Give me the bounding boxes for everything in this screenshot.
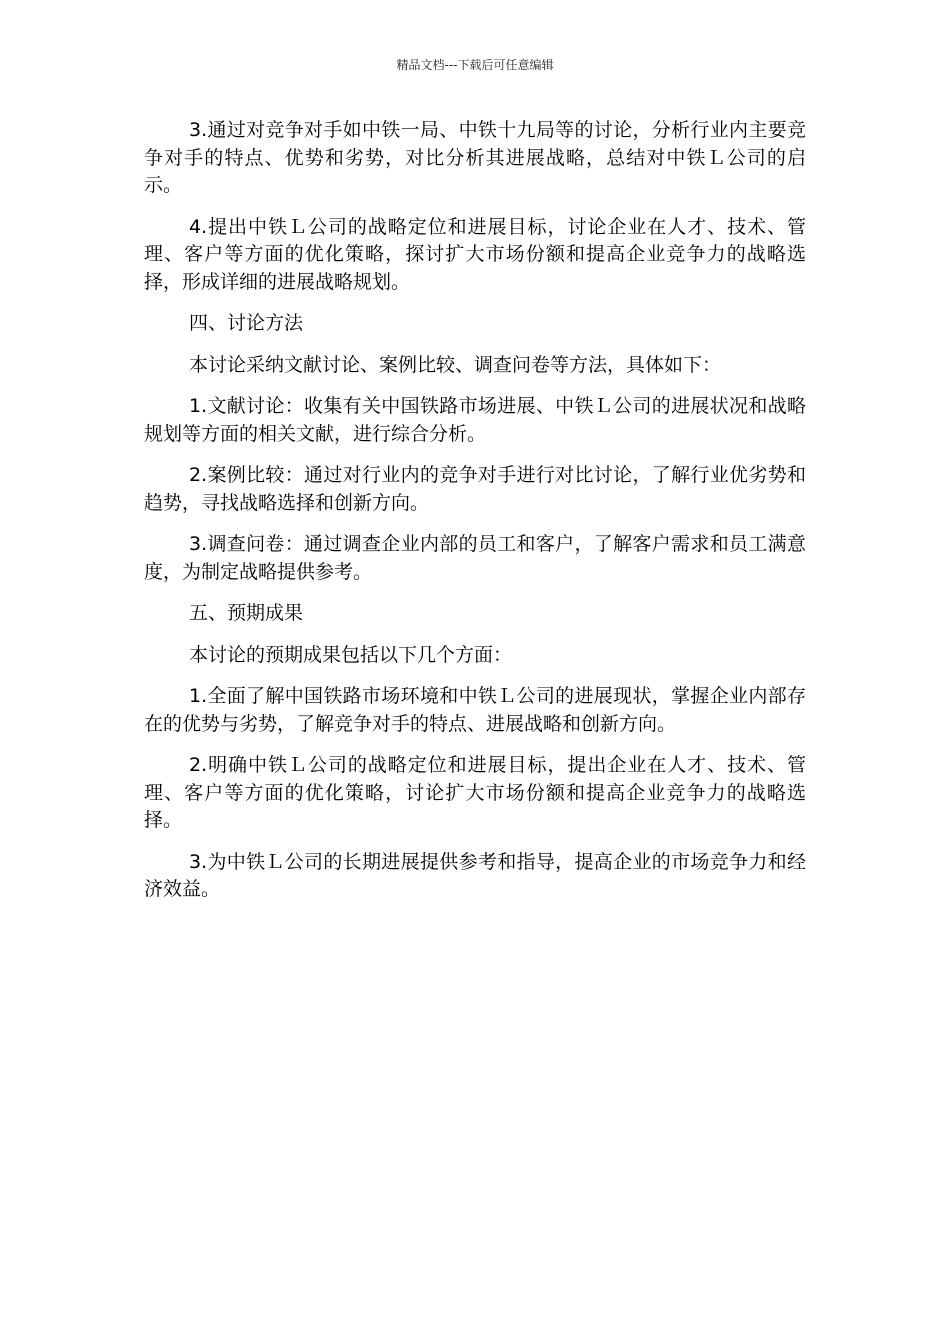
paragraph-result-market-understanding: 1.全面了解中国铁路市场环境和中铁Ｌ公司的进展现状，掌握企业内部存在的优势与劣势，了解竞争对手的特点、进展战略和创新方向。 bbox=[144, 685, 806, 735]
paragraph-strategy-positioning: 4.提出中铁Ｌ公司的战略定位和进展目标，讨论企业在人才、技术、管理、客户等方面的优化策略，探讨扩大市场份额和提高企业竞争力的战略选择，形成详细的进展战略规划。 bbox=[144, 215, 806, 293]
paragraph-method-case-comparison: 2.案例比较：通过对行业内的竞争对手进行对比讨论，了解行业优劣势和趋势，寻找战略选择和创新方向。 bbox=[144, 464, 806, 514]
paragraph-result-guidance: 3.为中铁Ｌ公司的长期进展提供参考和指导，提高企业的市场竞争力和经济效益。 bbox=[144, 850, 806, 900]
paragraph-method-literature: 1.文献讨论：收集有关中国铁路市场进展、中铁Ｌ公司的进展状况和战略规划等方面的相关文献，进行综合分析。 bbox=[144, 395, 806, 445]
paragraph-method-survey: 3.调查问卷：通过调查企业内部的员工和客户，了解客户需求和员工满意度，为制定战略提供参考。 bbox=[144, 533, 806, 583]
document-body bbox=[144, 117, 806, 918]
paragraph-result-strategy-definition: 2.明确中铁Ｌ公司的战略定位和进展目标，提出企业在人才、技术、管理、客户等方面的优化策略，讨论扩大市场份额和提高企业竞争力的战略选择。 bbox=[144, 754, 806, 831]
paragraph-methods-intro: 本讨论采纳文献讨论、案例比较、调查问卷等方法，具体如下： bbox=[189, 353, 722, 376]
section-heading-expected-results: 五、预期成果 bbox=[189, 602, 304, 624]
paragraph-competitor-analysis: 3.通过对竞争对手如中铁一局、中铁十九局等的讨论，分析行业内主要竞争对手的特点、优势和劣势，对比分析其进展战略，总结对中铁Ｌ公司的启示。 bbox=[144, 119, 806, 196]
page-header: 精品文档---下载后可任意编辑 bbox=[396, 58, 554, 72]
paragraph-results-intro: 本讨论的预期成果包括以下几个方面： bbox=[189, 643, 513, 666]
section-heading-methods: 四、讨论方法 bbox=[189, 312, 304, 334]
